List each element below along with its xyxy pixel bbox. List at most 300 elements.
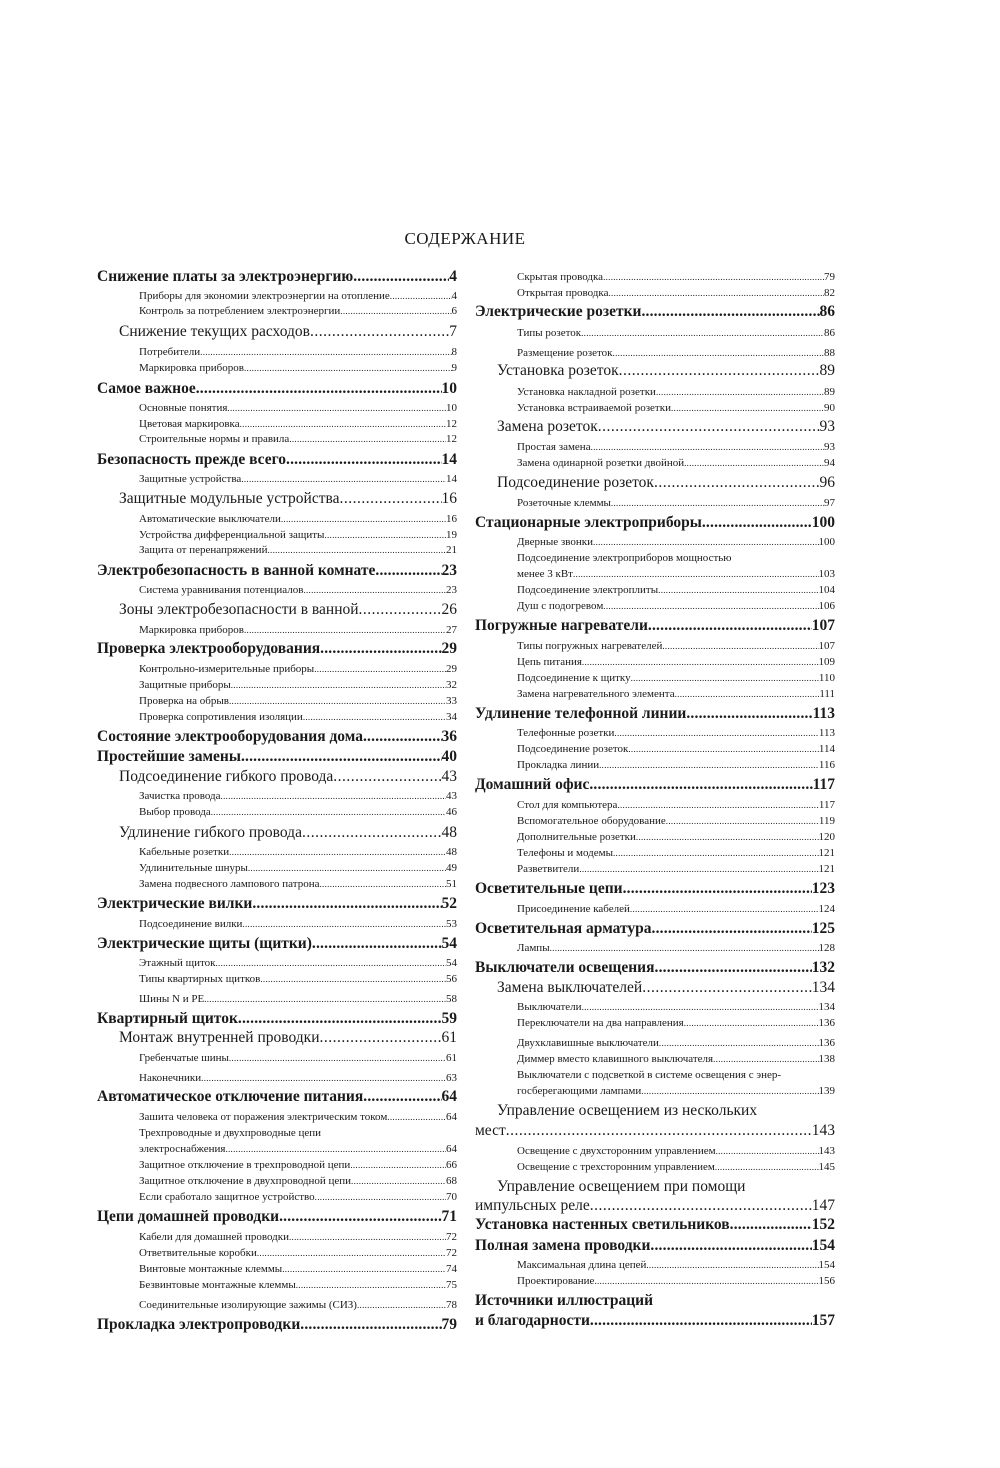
- toc-entry: [475, 1122, 835, 1140]
- toc-entry-title: Защита от перенапряжений: [139, 544, 268, 556]
- toc-entry-title: мест: [475, 1122, 506, 1139]
- toc-entry: [97, 1231, 457, 1244]
- toc-leader-dots: [303, 711, 446, 724]
- toc-leader-dots: [215, 957, 446, 970]
- toc-entry: [97, 1029, 457, 1047]
- toc-entry-title: Установка встраиваемой розетки: [517, 402, 671, 414]
- toc-entry: [475, 1197, 835, 1215]
- toc-entry-page: 93: [824, 441, 835, 453]
- toc-entry-page: 27: [446, 624, 457, 636]
- toc-entry-page: 59: [441, 1010, 457, 1027]
- toc-entry-title: Дверные звонки: [517, 536, 594, 548]
- toc-leader-dots: [617, 799, 818, 812]
- toc-leader-dots: [238, 1010, 442, 1028]
- toc-leader-dots: [550, 942, 819, 955]
- toc-leader-dots: [296, 1279, 446, 1292]
- toc-entry: [97, 624, 457, 637]
- toc-entry-page: 79: [824, 271, 835, 283]
- toc-entry-title: Выбор провода: [139, 806, 211, 818]
- toc-entry-title: Наконечники: [139, 1072, 202, 1084]
- toc-leader-dots: [281, 513, 446, 526]
- toc-entry: [475, 497, 835, 510]
- toc-entry-page: 93: [819, 418, 835, 435]
- toc-leader-dots: [300, 1316, 441, 1334]
- toc-leader-dots: [221, 790, 446, 803]
- toc-entry: [475, 1069, 835, 1082]
- toc-entry: [475, 1037, 835, 1050]
- toc-entry-page: 113: [818, 727, 835, 739]
- toc-entry: [475, 640, 835, 653]
- toc-entry-title: Винтовые монтажные клеммы: [139, 1263, 283, 1275]
- toc-leader-dots: [303, 584, 446, 597]
- toc-leader-dots: [506, 1122, 812, 1140]
- toc-entry: [475, 880, 835, 898]
- toc-entry: [97, 973, 457, 986]
- toc-entry: [475, 1275, 835, 1288]
- toc-entry-title: Зашита человека от поражения электрическим током: [139, 1111, 388, 1123]
- toc-entry-title: Прокладка линии: [517, 759, 600, 771]
- toc-entry: [475, 271, 835, 284]
- toc-leader-dots: [282, 1263, 446, 1276]
- toc-leader-dots: [650, 1237, 811, 1255]
- toc-entry: [475, 617, 835, 635]
- toc-leader-dots: [589, 776, 812, 794]
- toc-entry-page: 103: [818, 568, 835, 580]
- toc-entry-title: Самое важное: [97, 380, 196, 397]
- toc-entry-title: Электрические вилки: [97, 895, 253, 912]
- toc-leader-dots: [351, 1175, 446, 1188]
- toc-entry-page: 54: [441, 935, 457, 952]
- toc-entry: [97, 1247, 457, 1260]
- toc-entry: [475, 1216, 835, 1234]
- toc-entry: [97, 1159, 457, 1172]
- toc-entry: [475, 1102, 835, 1120]
- toc-leader-dots: [623, 880, 812, 898]
- toc-leader-dots: [387, 1111, 446, 1124]
- toc-entry: [97, 584, 457, 597]
- toc-entry-page: 121: [818, 863, 835, 875]
- toc-entry-title: Подсоединение розеток: [497, 474, 654, 491]
- toc-entry-title: Соединительные изолирующие зажимы (СИЗ): [139, 1299, 357, 1311]
- toc-entry-page: 109: [818, 656, 835, 668]
- toc-entry-title: Трехпроводные и двухпроводные цепи: [139, 1127, 322, 1139]
- toc-entry-page: 100: [818, 536, 835, 548]
- toc-entry: [475, 743, 835, 756]
- toc-leader-dots: [201, 1072, 446, 1085]
- toc-entry-page: 75: [446, 1279, 457, 1291]
- toc-entry: [475, 1145, 835, 1158]
- toc-entry-page: 4: [449, 268, 457, 285]
- toc-entry: [97, 935, 457, 953]
- toc-entry: [97, 562, 457, 580]
- toc-entry-title: Строительные нормы и правила: [139, 433, 290, 445]
- toc-leader-dots: [242, 918, 446, 931]
- toc-entry: [475, 1237, 835, 1255]
- toc-entry-page: 19: [446, 529, 457, 541]
- toc-leader-dots: [628, 743, 819, 756]
- toc-entry: [475, 799, 835, 812]
- toc-entry-page: 58: [446, 993, 457, 1005]
- toc-entry-title: Телефоны и модемы: [517, 847, 613, 859]
- toc-leader-dots: [231, 679, 446, 692]
- toc-leader-dots: [320, 1029, 442, 1047]
- toc-leader-dots: [715, 1161, 819, 1174]
- toc-leader-dots: [582, 1001, 819, 1014]
- toc-entry-title: Проверка на обрыв: [139, 695, 229, 707]
- toc-right-column: [475, 0, 835, 1468]
- toc-entry: [97, 362, 457, 375]
- toc-entry-title: Квартирный щиток: [97, 1010, 238, 1027]
- toc-entry: [97, 993, 457, 1006]
- toc-entry-page: 29: [446, 663, 457, 675]
- toc-leader-dots: [658, 584, 818, 597]
- toc-entry-title: Гребенчатые шины: [139, 1052, 229, 1064]
- toc-entry-page: 132: [811, 959, 835, 976]
- toc-leader-dots: [581, 327, 824, 340]
- toc-entry: [475, 1178, 835, 1196]
- toc-entry-title: Устройства дифференциальной защиты: [139, 529, 325, 541]
- toc-entry: [475, 1053, 835, 1066]
- toc-entry-page: 23: [446, 584, 457, 596]
- toc-entry-title: Максимальная длина цепей: [517, 1259, 647, 1271]
- toc-entry: [97, 918, 457, 931]
- toc-entry: [97, 1127, 457, 1140]
- toc-leader-dots: [229, 1052, 446, 1065]
- toc-leader-dots: [260, 973, 446, 986]
- toc-entry: [97, 748, 457, 766]
- toc-entry: [475, 441, 835, 454]
- toc-entry-title: Маркировка приборов: [139, 362, 244, 374]
- toc-entry-page: 61: [446, 1052, 457, 1064]
- toc-entry: [475, 656, 835, 669]
- toc-leader-dots: [310, 323, 449, 341]
- toc-entry-page: 119: [818, 815, 835, 827]
- toc-leader-dots: [267, 544, 446, 557]
- toc-leader-dots: [229, 846, 446, 859]
- toc-leader-dots: [631, 672, 819, 685]
- toc-leader-dots: [655, 959, 812, 977]
- toc-entry: [475, 959, 835, 977]
- toc-entry-title: Кабельные розетки: [139, 846, 230, 858]
- toc-entry: [475, 863, 835, 876]
- toc-entry: [475, 759, 835, 772]
- toc-entry: [97, 1088, 457, 1106]
- toc-entry-page: 88: [824, 347, 835, 359]
- toc-entry-title: Зоны электробезопасности в ванной: [119, 601, 359, 618]
- toc-entry-title: Приборы для экономии электроэнергии на отопление: [139, 290, 390, 302]
- toc-leader-dots: [279, 1208, 441, 1226]
- toc-entry-page: 117: [818, 799, 835, 811]
- toc-entry: [475, 514, 835, 532]
- toc-entry-page: 26: [441, 601, 457, 618]
- toc-leader-dots: [590, 1197, 812, 1215]
- toc-entry: [475, 847, 835, 860]
- toc-entry: [475, 362, 835, 380]
- toc-entry: [97, 473, 457, 486]
- toc-entry-page: 16: [446, 513, 457, 525]
- toc-leader-dots: [730, 1216, 812, 1234]
- toc-leader-dots: [702, 514, 812, 532]
- toc-entry: [475, 536, 835, 549]
- toc-leader-dots: [252, 895, 441, 913]
- toc-entry: [97, 402, 457, 415]
- toc-entry-title: Защитные устройства: [139, 473, 242, 485]
- toc-entry-title: Замена розеток: [497, 418, 598, 435]
- toc-entry-page: 154: [811, 1237, 835, 1254]
- toc-entry-title: Простейшие замены: [97, 748, 241, 765]
- toc-entry-title: Защитное отключение в трехпроводной цепи: [139, 1159, 351, 1171]
- toc-leader-dots: [244, 624, 446, 637]
- toc-entry-title: Контрольно-измерительные приборы: [139, 663, 315, 675]
- toc-entry: [475, 327, 835, 340]
- toc-entry: [475, 1259, 835, 1272]
- toc-entry: [97, 1052, 457, 1065]
- toc-entry-page: 139: [818, 1085, 835, 1097]
- toc-entry-page: 152: [811, 1216, 835, 1233]
- toc-entry-page: 136: [818, 1017, 835, 1029]
- toc-leader-dots: [314, 663, 446, 676]
- toc-entry-page: 147: [811, 1197, 835, 1214]
- toc-entry: [97, 862, 457, 875]
- toc-entry-page: 100: [811, 514, 835, 531]
- toc-entry-page: 8: [451, 346, 457, 358]
- toc-leader-dots: [353, 268, 449, 286]
- toc-entry-page: 134: [818, 1001, 835, 1013]
- toc-entry-page: 33: [446, 695, 457, 707]
- toc-leader-dots: [666, 815, 819, 828]
- toc-entry-title: Удлинительные шнуры: [139, 862, 248, 874]
- toc-entry-title: Замена нагревательного элемента: [517, 688, 675, 700]
- toc-leader-dots: [211, 806, 446, 819]
- toc-entry: [97, 451, 457, 469]
- toc-entry-page: 10: [446, 402, 457, 414]
- toc-entry-page: 107: [811, 617, 835, 634]
- toc-entry-page: 72: [446, 1247, 457, 1259]
- toc-entry-title: Вспомогательное оборудование: [517, 815, 666, 827]
- toc-entry-title: Контроль за потреблением электроэнергии: [139, 305, 341, 317]
- toc-entry-title: Цветовая маркировка: [139, 418, 240, 430]
- toc-entry-title: Снижение платы за электроэнергию: [97, 268, 354, 285]
- toc-entry-page: 136: [818, 1037, 835, 1049]
- toc-entry: [475, 705, 835, 723]
- toc-entry-title: Управление освещением из нескольких: [497, 1102, 758, 1119]
- toc-leader-dots: [240, 418, 446, 431]
- toc-entry-title: Электрические щиты (щитки): [97, 935, 312, 952]
- toc-entry-title: Замена одинарной розетки двойной: [517, 457, 685, 469]
- toc-entry-title: Удлинение гибкого провода: [119, 824, 302, 841]
- toc-leader-dots: [591, 441, 824, 454]
- toc-entry: [475, 552, 835, 565]
- toc-entry-page: 113: [812, 705, 835, 722]
- toc-entry-title: и благодарности: [475, 1312, 590, 1329]
- toc-entry-page: 12: [446, 418, 457, 430]
- toc-entry-page: 36: [441, 728, 457, 745]
- toc-entry-page: 121: [818, 847, 835, 859]
- toc-entry-title: Выключатели с подсветкой в системе освещения с энер-: [517, 1069, 781, 1081]
- toc-entry-title: Источники иллюстраций: [475, 1292, 654, 1309]
- toc-leader-dots: [579, 863, 818, 876]
- toc-entry-title: Кабели для домашней проводки: [139, 1231, 289, 1243]
- toc-entry: [97, 1010, 457, 1028]
- toc-entry: [97, 380, 457, 398]
- toc-entry-page: 53: [446, 918, 457, 930]
- toc-entry-page: 64: [441, 1088, 457, 1105]
- toc-entry-title: Электрические розетки: [475, 303, 642, 320]
- toc-entry-title: Система уравнивания потенциалов: [139, 584, 304, 596]
- toc-entry-page: 14: [441, 451, 457, 468]
- toc-entry: [97, 824, 457, 842]
- toc-entry-page: 86: [819, 303, 835, 320]
- toc-entry: [475, 402, 835, 415]
- toc-leader-dots: [656, 386, 824, 399]
- toc-entry: [475, 303, 835, 321]
- toc-entry-page: 63: [446, 1072, 457, 1084]
- toc-leader-dots: [598, 418, 820, 436]
- toc-leader-dots: [611, 497, 824, 510]
- toc-entry: [475, 600, 835, 613]
- toc-entry-page: 111: [819, 688, 835, 700]
- toc-leader-dots: [671, 402, 824, 415]
- toc-leader-dots: [289, 433, 446, 446]
- toc-entry-page: 10: [441, 380, 457, 397]
- toc-leader-dots: [302, 824, 442, 842]
- toc-entry: [97, 1299, 457, 1312]
- toc-entry: [97, 728, 457, 746]
- toc-entry-title: Открытая проводка: [517, 287, 609, 299]
- toc-entry-page: 124: [818, 903, 835, 915]
- toc-entry-title: Стационарные электроприборы: [475, 514, 702, 531]
- toc-entry: [475, 727, 835, 740]
- toc-entry-title: Маркировка приборов: [139, 624, 244, 636]
- toc-entry: [97, 1111, 457, 1124]
- toc-entry: [475, 672, 835, 685]
- toc-leader-dots: [248, 862, 446, 875]
- toc-leader-dots: [603, 600, 818, 613]
- toc-entry: [97, 895, 457, 913]
- toc-leader-dots: [599, 759, 819, 772]
- toc-entry-page: 4: [451, 290, 457, 302]
- toc-entry-title: Лампы: [517, 942, 550, 954]
- toc-entry-page: 86: [824, 327, 835, 339]
- toc-entry-page: 43: [446, 790, 457, 802]
- toc-entry-title: Замена выключателей: [497, 979, 643, 996]
- toc-leader-dots: [320, 640, 441, 658]
- toc-entry-title: Двухклавишные выключатели: [517, 1037, 659, 1049]
- toc-entry: [475, 903, 835, 916]
- toc-entry-title: Снижение текущих расходов: [119, 323, 310, 340]
- toc-entry: [475, 942, 835, 955]
- toc-entry-page: 61: [441, 1029, 457, 1046]
- toc-entry: [97, 529, 457, 542]
- toc-entry: [97, 490, 457, 508]
- toc-entry-title: Подсоединение гибкого провода: [119, 768, 334, 785]
- toc-entry: [97, 268, 457, 286]
- toc-entry: [475, 584, 835, 597]
- toc-leader-dots: [613, 347, 824, 360]
- toc-entry: [97, 1175, 457, 1188]
- toc-entry: [475, 979, 835, 997]
- toc-leader-dots: [241, 748, 442, 766]
- toc-leader-dots: [659, 1037, 819, 1050]
- toc-entry-title: Типы погружных нагревателей: [517, 640, 663, 652]
- toc-entry-page: 48: [446, 846, 457, 858]
- toc-entry: [475, 920, 835, 938]
- toc-leader-dots: [390, 290, 452, 303]
- toc-entry-page: 78: [446, 1299, 457, 1311]
- toc-entry-title: Разветвители: [517, 863, 580, 875]
- toc-entry-title: Розеточные клеммы: [517, 497, 611, 509]
- toc-entry-title: Диммер вместо клавишного выключателя: [517, 1053, 714, 1065]
- toc-entry-title: Удлинение телефонной линии: [475, 705, 687, 722]
- toc-entry-page: 52: [441, 895, 457, 912]
- toc-entry: [475, 1161, 835, 1174]
- toc-entry-title: Телефонные розетки: [517, 727, 615, 739]
- toc-entry: [97, 290, 457, 303]
- toc-entry-title: Защитные модульные устройства: [119, 490, 340, 507]
- toc-leader-dots: [324, 529, 446, 542]
- toc-leader-dots: [613, 847, 819, 860]
- toc-entry: [97, 1263, 457, 1276]
- toc-entry-page: 123: [811, 880, 835, 897]
- toc-leader-dots: [630, 903, 819, 916]
- toc-entry-title: Установка настенных светильников: [475, 1216, 730, 1233]
- toc-entry-title: Дополнительные розетки: [517, 831, 636, 843]
- toc-leader-dots: [196, 380, 442, 398]
- toc-entry-page: 120: [818, 831, 835, 843]
- toc-entry-page: 156: [818, 1275, 835, 1287]
- toc-leader-dots: [648, 617, 812, 635]
- toc-entry: [97, 768, 457, 786]
- toc-entry-page: 82: [824, 287, 835, 299]
- toc-entry-title: Подсоединение к щитку: [517, 672, 631, 684]
- toc-entry: [97, 1208, 457, 1226]
- toc-leader-dots: [312, 935, 442, 953]
- toc-leader-dots: [642, 979, 812, 997]
- toc-entry-title: Прокладка электропроводки: [97, 1316, 301, 1333]
- toc-entry-page: 138: [818, 1053, 835, 1065]
- toc-entry-page: 40: [441, 748, 457, 765]
- toc-leader-dots: [684, 457, 824, 470]
- toc-entry-page: 29: [441, 640, 457, 657]
- toc-entry-page: 54: [446, 957, 457, 969]
- toc-leader-dots: [359, 601, 442, 619]
- toc-leader-dots: [363, 1088, 441, 1106]
- toc-entry: [97, 323, 457, 341]
- toc-leader-dots: [200, 346, 451, 359]
- toc-leader-dots: [716, 1145, 819, 1158]
- toc-entry: [97, 305, 457, 318]
- toc-entry-title: Установка накладной розетки: [517, 386, 656, 398]
- toc-leader-dots: [603, 271, 824, 284]
- toc-entry: [97, 663, 457, 676]
- toc-entry-page: 72: [446, 1231, 457, 1243]
- toc-leader-dots: [339, 490, 441, 508]
- toc-leader-dots: [350, 1159, 446, 1172]
- toc-entry: [97, 601, 457, 619]
- toc-entry-page: 97: [824, 497, 835, 509]
- toc-entry-page: 145: [818, 1161, 835, 1173]
- toc-entry-title: Шины N и PE: [139, 993, 205, 1005]
- toc-entry-title: Монтаж внутренней проводки: [119, 1029, 320, 1046]
- toc-entry-page: 114: [818, 743, 835, 755]
- toc-entry-title: Зачистка провода: [139, 790, 221, 802]
- toc-entry-page: 117: [812, 776, 835, 793]
- toc-entry: [97, 1316, 457, 1334]
- toc-entry: [475, 474, 835, 492]
- toc-entry-page: 12: [446, 433, 457, 445]
- toc-entry-page: 66: [446, 1159, 457, 1171]
- toc-leader-dots: [641, 1085, 818, 1098]
